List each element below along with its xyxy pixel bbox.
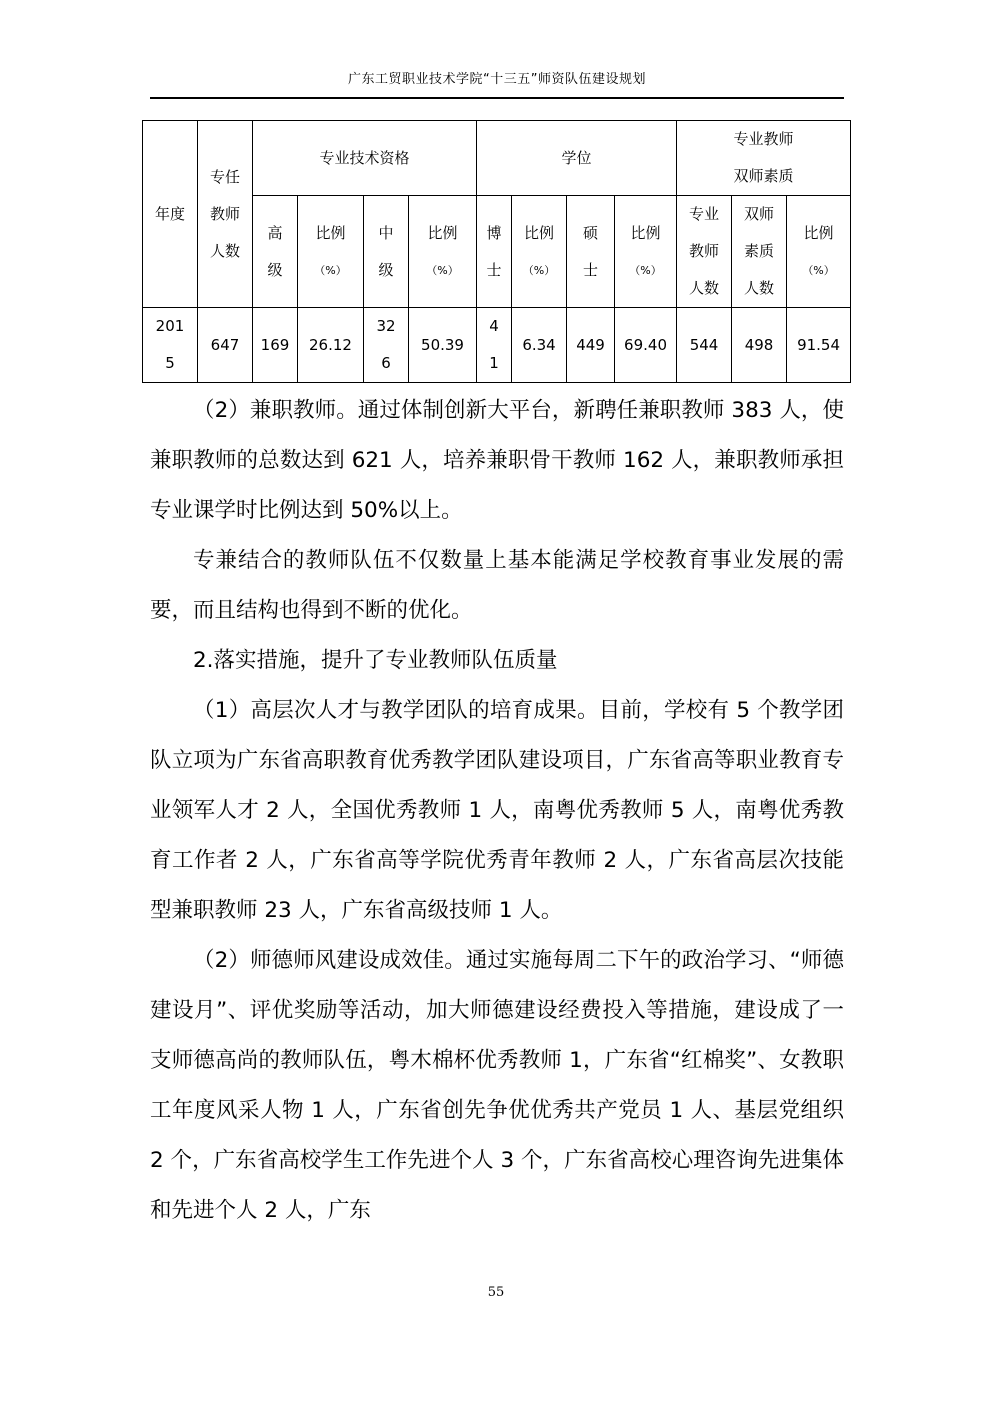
header-prof-teachers: [677, 196, 732, 308]
cell-middle-l1: 32: [376, 317, 396, 335]
cell-phd-ratio: 6.34: [512, 308, 567, 383]
header-phd: [477, 196, 512, 308]
header-qualification: 专业技术资格: [253, 121, 477, 196]
header-phd-l2: 士: [486, 260, 502, 279]
header-senior: [253, 196, 298, 308]
paragraph-structure: 专兼结合的教师队伍不仅数量上基本能满足学校教育事业发展的需要，而且结构也得到不断的优化。: [150, 548, 844, 623]
header-dual-l2: 双师素质: [733, 167, 794, 185]
cell-teachers: 647: [198, 308, 253, 383]
header-year: 年度: [143, 121, 198, 308]
header-middle-l1: 中: [378, 223, 394, 242]
cell-phd: [477, 308, 512, 383]
header-teachers-l1: 专任: [209, 167, 240, 186]
cell-dual-ratio: 91.54: [787, 308, 851, 383]
header-degree: 学位: [477, 121, 677, 196]
header-senior-l1: 高: [267, 223, 283, 242]
cell-year: [143, 308, 198, 383]
header-dualc-l2: 素质: [744, 242, 775, 260]
pct-label: （%）: [426, 263, 459, 277]
header-middle-ratio: [409, 196, 477, 308]
cell-year-l1: 201: [155, 317, 185, 335]
header-middle-l2: 级: [378, 260, 394, 279]
section-heading: 2.落实措施，提升了专业教师队伍质量: [193, 648, 558, 673]
header-phd-l1: 博: [486, 223, 502, 242]
cell-senior: 169: [253, 308, 298, 383]
header-master: [567, 196, 615, 308]
pct-label: （%）: [522, 263, 556, 277]
header-teachers: [198, 121, 253, 308]
paragraph-ethics: （2）师德师风建设成效佳。通过实施每周二下午的政治学习、“师德建设月”、评优奖励等活动，加大师德建设经费投入等措施，建设成了一支师德高尚的教师队伍，粤木棉杯优秀教师 1，广东省“红棉奖”、女教职工年度风采人物 1 人，广东省创先争优优秀共产党员 1 人、基层党组织 2 个，广东省高校学生工作先进个人 3 个，广东省高校心理咨询先进集体和先进个人 2 人，广东: [150, 948, 844, 1223]
cell-middle: [364, 308, 409, 383]
body-text: [150, 386, 844, 1236]
cell-senior-ratio: 26.12: [298, 308, 364, 383]
header-prof-l3: 人数: [689, 279, 720, 297]
header-teachers-l3: 人数: [209, 241, 240, 260]
header-teachers-l2: 教师: [209, 204, 240, 223]
page-number: 55: [487, 1285, 505, 1300]
running-header: 广东工贸职业技术学院“十三五”师资队伍建设规划: [348, 72, 646, 87]
header-dual-count: [732, 196, 787, 308]
header-dualc-l3: 人数: [744, 279, 775, 297]
ratio-label: 比例: [315, 223, 346, 242]
header-master-l2: 士: [583, 260, 599, 279]
header-prof-l1: 专业: [689, 205, 720, 223]
header-dualc-l1: 双师: [744, 205, 775, 223]
header-prof-l2: 教师: [689, 242, 720, 260]
pct-label: （%）: [314, 263, 347, 277]
header-dual-l1: 专业教师: [733, 130, 794, 148]
ratio-label: 比例: [630, 223, 661, 242]
header-dual-quality: [677, 121, 851, 196]
header-senior-ratio: [298, 196, 364, 308]
header-senior-l2: 级: [267, 260, 283, 279]
pct-label: （%）: [629, 263, 662, 277]
ratio-label: 比例: [803, 223, 834, 242]
cell-middle-ratio: 50.39: [409, 308, 477, 383]
header-dual-ratio: [787, 196, 851, 308]
header-middle: [364, 196, 409, 308]
table-row: [143, 308, 851, 383]
cell-master: 449: [567, 308, 615, 383]
cell-dual: 498: [732, 308, 787, 383]
cell-prof: 544: [677, 308, 732, 383]
header-rule: [150, 97, 844, 99]
paragraph-talent: （1）高层次人才与教学团队的培育成果。目前，学校有 5 个教学团队立项为广东省高职教育优秀教学团队建设项目，广东省高等职业教育专业领军人才 2 人，全国优秀教师 1 人，南粤优秀教师 5 人，南粤优秀教育工作者 2 人，广东省高等学院优秀青年教师 2 人，广东省高层次技能型兼职教师 23 人，广东省高级技师 1 人。: [150, 698, 844, 923]
cell-middle-l2: 6: [381, 354, 391, 372]
ratio-label: 比例: [524, 223, 555, 242]
header-master-ratio: [615, 196, 677, 308]
faculty-stats-table: [142, 120, 851, 383]
ratio-label: 比例: [427, 223, 458, 242]
header-master-l1: 硕: [583, 223, 599, 242]
cell-year-l2: 5: [165, 354, 175, 372]
pct-label: （%）: [802, 263, 835, 277]
cell-master-ratio: 69.40: [615, 308, 677, 383]
header-phd-ratio: [512, 196, 567, 308]
paragraph-parttime: （2）兼职教师。通过体制创新大平台，新聘任兼职教师 383 人，使兼职教师的总数达到 621 人，培养兼职骨干教师 162 人，兼职教师承担专业课学时比例达到 50%以上。: [150, 398, 844, 523]
cell-phd-l2: 1: [489, 354, 499, 372]
cell-phd-l1: 4: [489, 317, 499, 335]
